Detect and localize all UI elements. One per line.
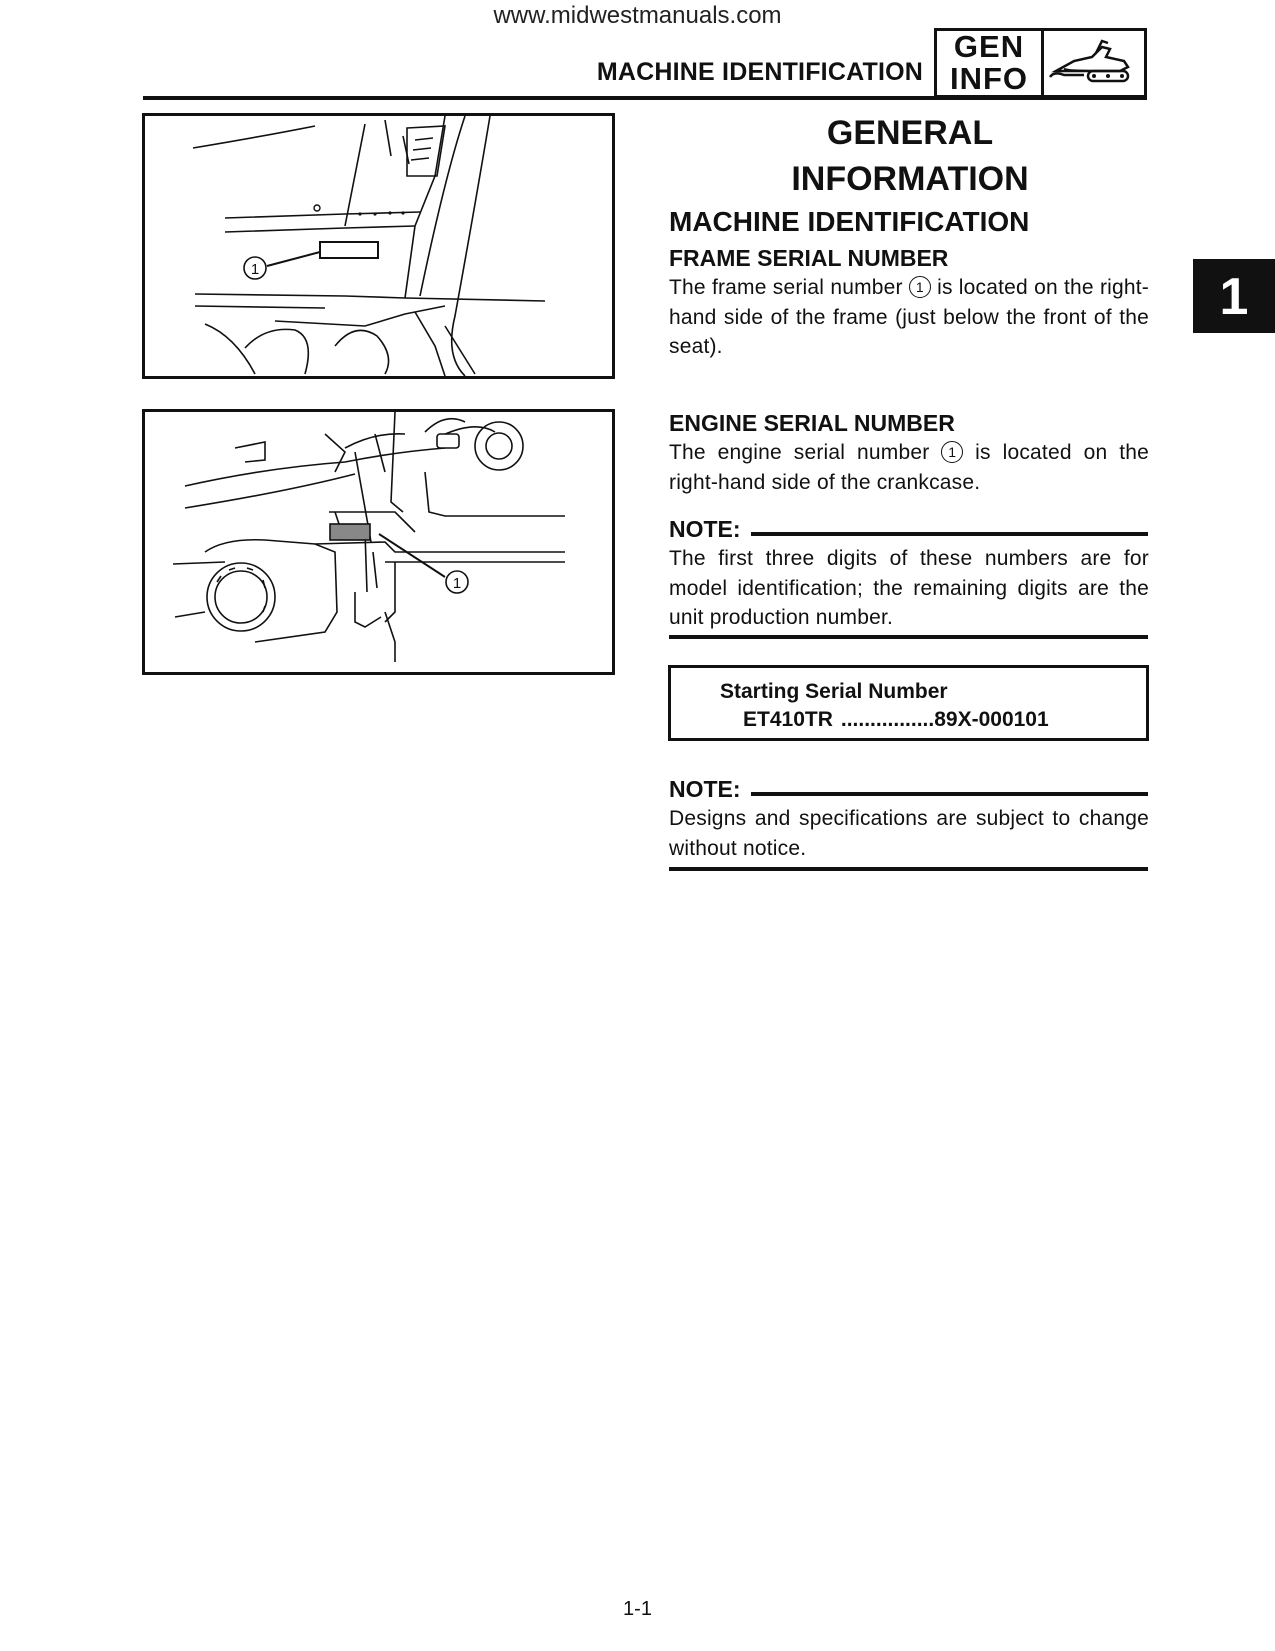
chapter-tab: 1	[1193, 259, 1275, 333]
frame-serial-heading: FRAME SERIAL NUMBER	[669, 245, 949, 271]
frame-figure-callout: 1	[250, 261, 260, 278]
engine-serial-figure	[142, 409, 615, 675]
note-1-label: NOTE:	[669, 515, 741, 542]
note-1-end-rule	[669, 635, 1148, 639]
frame-serial-figure	[142, 113, 615, 379]
page-number: 1-1	[623, 1598, 652, 1620]
note-2-label: NOTE:	[669, 775, 741, 802]
serial-number-box	[668, 665, 1149, 741]
badge-line-2: INFO	[949, 61, 1029, 96]
engine-serial-text	[669, 438, 1149, 497]
serial-number: 89X-000101	[934, 708, 1049, 731]
page-title-line-2: INFORMATION	[791, 160, 1029, 198]
page-title-line-1: GENERAL	[826, 114, 994, 152]
engine-text-before: The engine serial number	[669, 441, 930, 464]
section-title: MACHINE IDENTIFICATION	[596, 58, 923, 86]
gen-info-badge	[934, 28, 1044, 98]
frame-text-before: The frame serial number	[669, 276, 903, 299]
note-2-end-rule	[669, 867, 1148, 871]
serial-box-row	[720, 706, 1146, 734]
section-heading: MACHINE IDENTIFICATION	[669, 206, 1030, 237]
website-url: www.midwestmanuals.com	[493, 2, 782, 29]
serial-model: ET410TR	[743, 708, 833, 731]
note-2-line	[751, 792, 1148, 796]
serial-leader: ................	[840, 708, 935, 731]
engine-callout-marker: 1	[941, 441, 963, 463]
header-rule	[143, 96, 1147, 100]
frame-serial-text	[669, 273, 1149, 362]
note-1-line	[751, 532, 1148, 536]
frame-callout-marker: 1	[909, 276, 931, 298]
note-2-header	[669, 774, 1148, 804]
badge-line-1: GEN	[953, 29, 1025, 64]
engine-serial-heading: ENGINE SERIAL NUMBER	[669, 410, 955, 436]
snowmobile-icon	[1041, 28, 1147, 98]
note-1-text: The first three digits of these numbers are for model identification; the remaining digits are the unit production number.	[669, 547, 1149, 629]
note-1-header	[669, 514, 1148, 544]
page-title	[760, 110, 1060, 202]
engine-figure-callout: 1	[452, 575, 462, 592]
frame-text-after: is located on the right-hand side of the frame (just below the front of the seat).	[669, 276, 1149, 358]
note-2-text: Designs and specifications are subject to change without notice.	[669, 807, 1149, 860]
engine-text-after: is located on the right-hand side of the crankcase.	[669, 441, 1149, 494]
serial-box-title: Starting Serial Number	[720, 680, 948, 703]
